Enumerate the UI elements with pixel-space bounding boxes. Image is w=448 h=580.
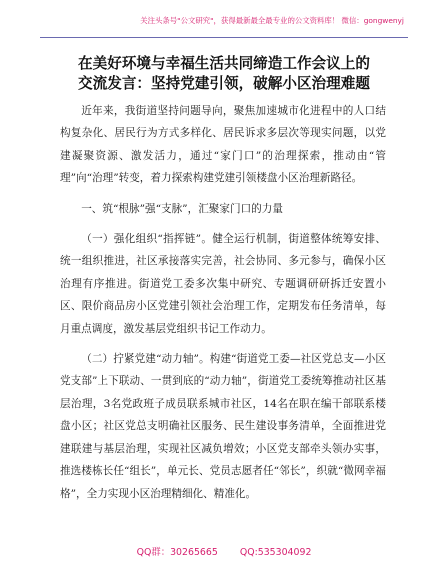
footer-contact (0, 544, 448, 558)
document-title-line-2: 交流发言：坚持党建引领，破解小区治理难题 (78, 75, 370, 92)
subsection-paragraph-1: （一）强化组织“指挥链”。健全运行机制，街道整体统筹安排、统一组织推进，社区承接落实完善，社会协同、多元参与，确保小区治理有序推进。街道党工委多次集中研究、专题调研研拆迁安置小区、限价商品房小区党建引领社会治理工作，定期发布任务清单，每月重点调度，激发基层党组织书记工作动力。 (60, 233, 386, 335)
header-banner (40, 8, 408, 38)
document-body (60, 100, 386, 505)
subsection-paragraph-2: （二）拧紧党建“动力轴”。构建“街道党工委—社区党总支—小区党支部”上下联动、一贯到底的“动力轴”，街道党工委统筹推动社区基层治理，3名党政班子成员联系城市社区，14名在职在编干部联系楼盘小区；社区党总支明确社区服务、民生建设事务清单，全面推进党建联建与基层治理，实现社区减负增效；小区党支部牵头领办实事，推选楼栋长任“组长”，单元长、党员志愿者任“邻长”，织就“微网幸福格”，全力实现小区治理精细化、精准化。 (60, 353, 386, 500)
document-title-line-1: 在美好环境与幸福生活共同缔造工作会议上的 (78, 55, 370, 72)
footer-qq-group: QQ群：30265665 (136, 547, 218, 558)
banner-promo-text: 关注头条号"公文研究"，获得最新最全最专业的公文资料库！ 微信：gongwenyj (140, 16, 404, 25)
section-heading-1: 一、筑“根脉”强“支脉”，汇聚家门口的力量 (81, 202, 283, 215)
footer-qq: QQ:535304092 (239, 547, 312, 558)
intro-paragraph: 近年来，我街道坚持问题导向，聚焦加速城市化进程中的人口结构复杂化、居民行为方式多样化、居民诉求多层次等现实问题，以党建凝聚资源、激发活力，通过“家门口”的治理探索，推动由“管理”向“治理”转变，着力探索构建党建引领楼盘小区治理新路径。 (60, 105, 386, 185)
